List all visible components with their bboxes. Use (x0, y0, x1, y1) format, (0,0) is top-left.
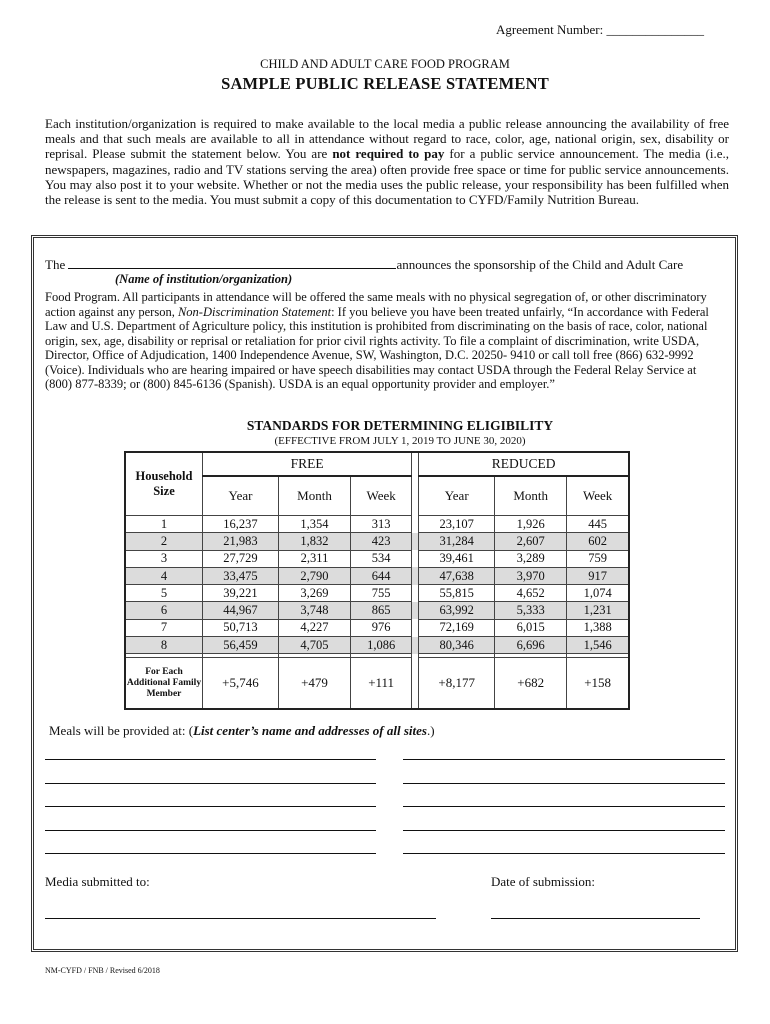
cell-size: 7 (125, 619, 203, 636)
institution-name-field[interactable] (68, 256, 396, 269)
date-submission-field[interactable] (491, 918, 700, 919)
site-line[interactable] (45, 759, 376, 760)
standards-title: STANDARDS FOR DETERMINING ELIGIBILITY (246, 418, 554, 433)
cell-rm: 3,970 (495, 567, 567, 584)
cell-fm: 1,832 (278, 533, 350, 550)
site-line[interactable] (403, 806, 725, 807)
table-row (125, 637, 629, 654)
cell-size: 1 (125, 516, 203, 533)
cell-rw: 1,546 (567, 637, 629, 654)
col-free-week: Week (351, 476, 412, 516)
cell-fw: 755 (351, 585, 412, 602)
cell-fy: 33,475 (203, 567, 279, 584)
cell-ry: 23,107 (419, 516, 495, 533)
cell-size: 8 (125, 637, 203, 654)
media-submitted-field[interactable] (45, 918, 436, 919)
cell-rw: 1,388 (567, 619, 629, 636)
table-row (125, 567, 629, 584)
cell-size: 3 (125, 550, 203, 567)
cell-rm: 6,015 (495, 619, 567, 636)
cell-fm: 3,269 (278, 585, 350, 602)
cell-size: 6 (125, 602, 203, 619)
col-reduced-month: Month (495, 476, 567, 516)
household-size-header: Household Size (125, 452, 203, 516)
cell-fw: 313 (351, 516, 412, 533)
media-submitted-label: Media submitted to: (45, 874, 150, 889)
cell-fw: 865 (351, 602, 412, 619)
cell-fy: 39,221 (203, 585, 279, 602)
cell-rm: 1,926 (495, 516, 567, 533)
site-line[interactable] (45, 806, 376, 807)
additional-fm: +479 (278, 658, 350, 710)
page-title: SAMPLE PUBLIC RELEASE STATEMENT (221, 74, 549, 93)
cell-fm: 4,705 (278, 637, 350, 654)
cell-ry: 47,638 (419, 567, 495, 584)
table-row (125, 585, 629, 602)
additional-member-row (125, 658, 629, 710)
intro-paragraph: Each institution/organization is required to make available to the local media a public release announcing the availability of free meals and that such meals are available to all in attendance without regard to race, color, age, national origin, sex, disability or reprisal. Please submit the statement below. You are not required to pay for a public service announcement. The media (i.e., newspapers, magazines, radio and TV stations serving the area) often provide free space or time for public service announcements. You may also post it to your website. Whether or not the media uses the public release, your responsibility has been fulfilled when the release is sent to the media. You must submit a copy of this documentation to CYFD/Family Nutrition Bureau. (45, 116, 729, 208)
cell-rw: 445 (567, 516, 629, 533)
cell-fw: 1,086 (351, 637, 412, 654)
table-row (125, 619, 629, 636)
additional-fw: +111 (351, 658, 412, 710)
site-line[interactable] (45, 830, 376, 831)
free-header: FREE (203, 452, 412, 476)
table-row (125, 602, 629, 619)
reduced-header: REDUCED (419, 452, 629, 476)
cell-fy: 21,983 (203, 533, 279, 550)
additional-label: For Each Additional Family Member (125, 658, 203, 710)
cell-ry: 72,169 (419, 619, 495, 636)
table-row (125, 550, 629, 567)
additional-rw: +158 (567, 658, 629, 710)
cell-ry: 80,346 (419, 637, 495, 654)
cell-fy: 27,729 (203, 550, 279, 567)
cell-fm: 2,311 (278, 550, 350, 567)
cell-rw: 759 (567, 550, 629, 567)
cell-fm: 2,790 (278, 567, 350, 584)
site-line[interactable] (45, 853, 376, 854)
cell-rm: 6,696 (495, 637, 567, 654)
cell-rw: 1,074 (567, 585, 629, 602)
cell-fy: 44,967 (203, 602, 279, 619)
meals-provided-label: Meals will be provided at: (List center’s name and addresses of all sites.) (49, 723, 435, 738)
site-line[interactable] (45, 783, 376, 784)
cell-fw: 644 (351, 567, 412, 584)
cell-rw: 602 (567, 533, 629, 550)
cell-fy: 56,459 (203, 637, 279, 654)
col-reduced-year: Year (419, 476, 495, 516)
site-line[interactable] (403, 759, 725, 760)
cell-rm: 4,652 (495, 585, 567, 602)
cell-rm: 2,607 (495, 533, 567, 550)
cell-fy: 50,713 (203, 619, 279, 636)
cell-fw: 534 (351, 550, 412, 567)
col-free-month: Month (278, 476, 350, 516)
institution-line: The announces the sponsorship of the Child and Adult Care (45, 257, 684, 272)
table-row (125, 533, 629, 550)
cell-ry: 31,284 (419, 533, 495, 550)
cell-rm: 3,289 (495, 550, 567, 567)
intro-emphasis: not required to pay (332, 146, 445, 162)
cell-ry: 55,815 (419, 585, 495, 602)
cell-rm: 5,333 (495, 602, 567, 619)
col-reduced-week: Week (567, 476, 629, 516)
col-free-year: Year (203, 476, 279, 516)
cell-size: 2 (125, 533, 203, 550)
site-line[interactable] (403, 853, 725, 854)
cell-fm: 1,354 (278, 516, 350, 533)
standards-subtitle: (EFFECTIVE FROM JULY 1, 2019 TO JUNE 30, 2020) (274, 435, 526, 447)
cell-rw: 917 (567, 567, 629, 584)
cell-rw: 1,231 (567, 602, 629, 619)
eligibility-table (124, 451, 630, 710)
cell-fw: 976 (351, 619, 412, 636)
institution-name-hint: (Name of institution/organization) (115, 272, 293, 286)
site-line[interactable] (403, 830, 725, 831)
agreement-number: Agreement Number: _______________ (496, 22, 704, 37)
cell-fy: 16,237 (203, 516, 279, 533)
additional-fy: +5,746 (203, 658, 279, 710)
table-row (125, 516, 629, 533)
nondiscrimination-statement: Food Program. All participants in attendance will be offered the same meals with no physical segregation of, or other discriminatory action against any person, Non-Discrimination Statement: If you believe you have been treated unfairly, “In accordance with Federal Law and U.S. Department of Agriculture policy, this institution is prohibited from discriminating on the basis of race, color, national origin, sex, age, disability or reprisal or retaliation for prior civil rights activity. To file a complaint of discrimination, write USDA, Director, Office of Adjudication, 1400 Independence Avenue, SW, Washington, D.C. 20250- 9410 or call toll free (866) 632-9992 (Voice). Individuals who are hearing impaired or have speech disabilities may contact USDA through the Federal Relay Service at (800) 877-8339; or (800) 845-6136 (Spanish). USDA is an equal opportunity provider and employer.” (45, 290, 709, 391)
form-footer: NM-CYFD / FNB / Revised 6/2018 (45, 966, 160, 975)
date-submission-label: Date of submission: (491, 874, 595, 889)
cell-size: 4 (125, 567, 203, 584)
cell-ry: 63,992 (419, 602, 495, 619)
cell-fw: 423 (351, 533, 412, 550)
site-line[interactable] (403, 783, 725, 784)
additional-rm: +682 (495, 658, 567, 710)
cell-fm: 4,227 (278, 619, 350, 636)
cell-size: 5 (125, 585, 203, 602)
cell-ry: 39,461 (419, 550, 495, 567)
additional-ry: +8,177 (419, 658, 495, 710)
cell-fm: 3,748 (278, 602, 350, 619)
program-name: CHILD AND ADULT CARE FOOD PROGRAM (260, 57, 510, 71)
